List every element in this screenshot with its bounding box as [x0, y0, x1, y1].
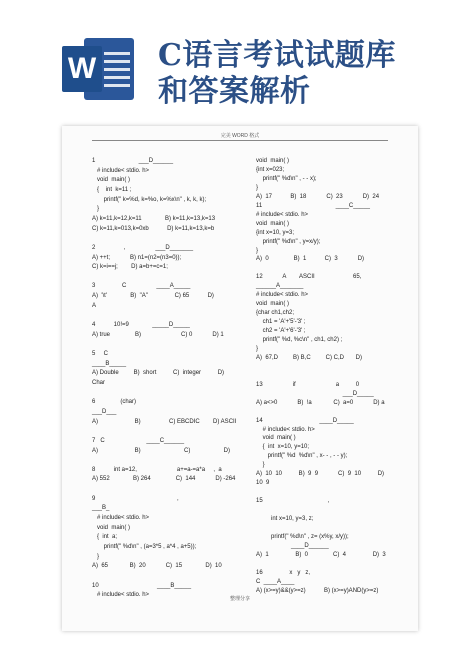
doc-line: # include< stdio. h> — [256, 292, 309, 299]
doc-line: printf(" %d, %c\n" , ch1, ch2) ; — [256, 337, 343, 343]
doc-line: { int x=10, y=10; — [256, 444, 310, 451]
doc-line: ___D_____ — [256, 390, 374, 397]
doc-line: {char ch1,ch2; — [256, 310, 295, 317]
doc-line: A) true B) C) 0 D) 1 — [92, 331, 224, 338]
doc-line: A) B) C) EBCDIC D) ASCII — [92, 418, 237, 425]
doc-line: 15 , — [256, 498, 330, 505]
doc-line: printf(" %d\n" , z= (x%y, x/y)); — [256, 533, 349, 540]
word-icon-line — [104, 76, 130, 79]
document-page — [62, 126, 418, 631]
doc-line: A) 0 B) 1 C) 3 D) — [256, 256, 365, 263]
doc-line: 2 , ___D_______ — [92, 244, 194, 251]
doc-line: } — [92, 553, 100, 560]
doc-line: ____B_____ — [92, 360, 127, 367]
doc-line: printf(" %d\n" , - - x); — [256, 175, 317, 182]
word-icon-letter: W — [62, 46, 102, 92]
doc-line: A) 552 B) 264 C) 144 D) -264 — [92, 476, 236, 483]
word-doc-icon — [62, 34, 136, 104]
doc-line: } — [256, 247, 259, 254]
doc-line: ___D___ — [92, 408, 117, 415]
doc-line: A) a<>0 B) !a C) a=0 D) a — [256, 399, 385, 406]
doc-line: 1 ___D______ — [92, 158, 174, 164]
doc-line: ch2 = 'A'+'6'-'3' ; — [256, 328, 306, 335]
word-icon-line — [104, 84, 130, 87]
doc-line: 10 9 — [256, 480, 270, 487]
doc-line: printf(" %d %d\n" , x- - , - - y); — [256, 453, 348, 460]
doc-line: A) 65 B) 20 C) 15 D) 10 — [92, 563, 222, 570]
doc-line: 12 A ASCII 65, — [256, 274, 362, 281]
doc-line: ____D______ — [256, 542, 329, 549]
page-title-line1: C语言考试试题库 — [158, 38, 396, 73]
doc-line: void main( ) — [92, 177, 131, 184]
doc-line: A) (x>=y)&&(y>=z) B) (x>=y)AND(y>=z) — [256, 587, 379, 594]
word-icon-line — [104, 52, 130, 55]
doc-line: 7 C ____C______ — [92, 437, 185, 444]
doc-line: int x=10, y=3, z; — [256, 516, 314, 522]
doc-line: 9 , — [92, 495, 179, 502]
doc-line: 13 if a 0 — [256, 381, 360, 388]
doc-line: void main( ) — [256, 301, 290, 308]
doc-line: Char — [92, 379, 106, 386]
doc-line: A) B) C) D) — [92, 447, 231, 454]
doc-line: { int a; — [92, 534, 118, 541]
doc-line: A) 1 B) 0 C) 4 D) 3 — [256, 551, 386, 558]
doc-line: A) 17 B) 18 C) 23 D) 24 — [256, 193, 380, 200]
doc-line: 8 int a=12, a+=a-=a*a , a — [92, 466, 222, 473]
word-icon-line — [104, 68, 130, 71]
doc-line: { int k=11 ; — [92, 186, 132, 193]
doc-line: A) Double B) short C) integer D) — [92, 370, 225, 377]
doc-line: void main( ) — [256, 220, 290, 227]
doc-line: C) k=i==j; D) a=b+=c=1; — [92, 264, 168, 271]
doc-line: C) k=11,k=013,k=0xb D) k=11,k=13,k=b — [92, 225, 215, 232]
doc-line: # include< stdio. h> — [256, 426, 315, 433]
doc-line: # include< stdio. h> — [92, 592, 150, 599]
doc-line: printf(" %d\n" , (a=3*5 , a*4 , a+5)); — [92, 544, 197, 550]
banner — [0, 0, 474, 122]
doc-line: void main( ) — [256, 158, 290, 164]
doc-line: 5 C — [92, 351, 109, 357]
doc-line: } — [256, 462, 265, 469]
doc-line: void main( ) — [92, 524, 131, 531]
doc-line: # include< stdio. h> — [92, 515, 150, 522]
word-icon-line — [104, 60, 130, 63]
doc-line: A) 10 10 B) 9 9 C) 9 10 D) — [256, 471, 385, 478]
page-title-line2: 和答案解析 — [158, 74, 311, 109]
doc-footer: 整理分享 — [229, 596, 250, 602]
doc-line: 11 ____C_____ — [256, 202, 370, 209]
doc-header: 完美 WORD 格式 — [220, 133, 260, 139]
doc-line: printf(" k=%d, k=%o, k=%x\n" , k, k, k); — [92, 196, 207, 203]
doc-line: # include< stdio. h> — [256, 211, 309, 218]
doc-line: printf(" %d\n" , y=x/y); — [256, 238, 321, 245]
doc-line: C ____A____ — [256, 578, 295, 585]
doc-line: ch1 = 'A'+'5'-'3' ; — [256, 319, 306, 326]
doc-line: } — [92, 206, 100, 213]
doc-line: ______A_______ — [256, 283, 304, 290]
doc-line: } — [256, 345, 259, 352]
doc-line: A) k=11,k=12,k=11 B) k=11,k=13,k=13 — [92, 215, 216, 222]
doc-line: ___B_ — [92, 505, 110, 512]
doc-line: A) '\t' B) "A" C) 65 D) — [92, 293, 214, 300]
doc-line: {int x=023; — [256, 166, 285, 173]
doc-line: # include< stdio. h> — [92, 167, 150, 174]
doc-line: 3 C ____A_____ — [92, 283, 191, 290]
doc-line: A) 67,D B) B,C C) C,D D) — [256, 354, 363, 361]
doc-header-rule — [92, 140, 388, 141]
doc-line: 16 x y z, — [256, 569, 311, 576]
doc-line: 14 ____D_____ — [256, 417, 354, 424]
doc-line: {int x=10, y=3; — [256, 229, 295, 236]
doc-line: void main( ) — [256, 435, 296, 442]
doc-line: 10 ____B_____ — [92, 582, 192, 589]
doc-line: A — [92, 302, 97, 309]
doc-line: A) ++t; B) n1=(n2=(n3=0)); — [92, 254, 182, 261]
doc-line: } — [256, 184, 259, 191]
doc-line: 6 (char) — [92, 399, 137, 406]
doc-line: 4 10!=9 _____D_____ — [92, 322, 190, 329]
